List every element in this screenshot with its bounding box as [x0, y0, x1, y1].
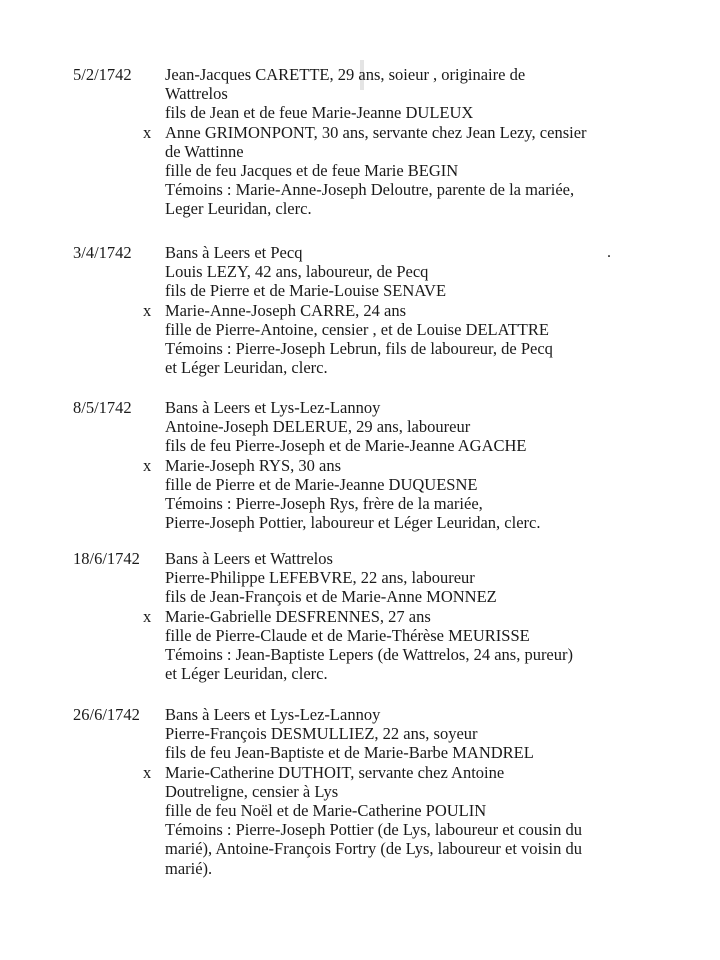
record-line	[165, 475, 685, 494]
record-line-text: Marie-Gabrielle DESFRENNES, 27 ans	[165, 606, 431, 626]
record-line-text: Témoins : Pierre-Joseph Rys, frère de la mariée,	[165, 493, 483, 513]
record-line	[143, 455, 685, 475]
record-line-text: fils de Pierre et de Marie-Louise SENAVE	[165, 281, 447, 301]
record-line	[165, 568, 685, 587]
record-text	[143, 398, 685, 533]
record-line	[165, 549, 685, 568]
record-line-text: Bans à Leers et Wattrelos	[165, 549, 333, 568]
record-line-text: fille de Pierre-Claude et de Marie-Thérèse MEURISSE	[165, 625, 530, 645]
record-line	[165, 199, 685, 218]
record-line	[165, 417, 685, 436]
stray-dot: .	[607, 244, 611, 261]
record-line-text: Témoins : Pierre-Joseph Pottier (de Lys, laboureur et cousin du	[165, 820, 582, 840]
record-line-text: fille de feu Jacques et de feue Marie BEGIN	[165, 160, 459, 180]
record-line-text: Pierre-François DESMULLIEZ, 22 ans, soyeur	[165, 724, 478, 744]
record-line-text: Antoine-Joseph DELERUE, 29 ans, laboureur	[165, 417, 471, 437]
record-text	[143, 705, 685, 878]
marriage-mark: x	[143, 762, 152, 782]
record-text	[143, 65, 685, 219]
record-line	[143, 300, 685, 320]
record-line	[165, 743, 685, 762]
record-date: 5/2/1742	[73, 65, 132, 84]
record-line	[165, 820, 685, 839]
record-line-text: Leger Leuridan, clerc.	[165, 199, 312, 219]
record-line-text: Marie-Catherine DUTHOIT, servante chez Antoine	[165, 762, 505, 782]
record-line	[165, 645, 685, 664]
record-line-text: fils de feu Jean-Baptiste et de Marie-Barbe MANDREL	[165, 743, 534, 763]
record-date: 26/6/1742	[73, 705, 140, 724]
record-line	[165, 626, 685, 645]
record-line-text: fille de Pierre-Antoine, censier , et de Louise DELATTRE	[165, 319, 549, 339]
record-line	[165, 243, 685, 262]
record-line	[165, 339, 685, 358]
record-text	[143, 243, 685, 378]
record-line	[143, 606, 685, 626]
record-line-text: fils de feu Pierre-Joseph et de Marie-Jeanne AGACHE	[165, 436, 527, 456]
record-line-text: Louis LEZY, 42 ans, laboureur, de Pecq	[165, 262, 429, 282]
record-line-text: Wattrelos	[165, 84, 228, 104]
record-line	[165, 494, 685, 513]
marriage-mark: x	[143, 122, 152, 142]
record-line	[165, 782, 685, 801]
marriage-mark: x	[143, 455, 152, 475]
record-line	[165, 398, 685, 417]
record-line-text: fille de Pierre et de Marie-Jeanne DUQUESNE	[165, 474, 478, 494]
record-line-text: Doutreligne, censier à Lys	[165, 781, 339, 801]
marriage-mark: x	[143, 300, 152, 320]
record-line	[165, 664, 685, 683]
record-line-text: fils de Jean-François et de Marie-Anne MONNEZ	[165, 587, 497, 607]
record-date: 8/5/1742	[73, 398, 132, 417]
record-line-text: Bans à Leers et Lys-Lez-Lannoy	[165, 398, 381, 417]
record-line	[165, 724, 685, 743]
record-line	[165, 262, 685, 281]
record-line-text: Bans à Leers et Pecq	[165, 243, 303, 262]
record-line	[165, 65, 685, 84]
record-text	[143, 549, 685, 684]
record-line	[165, 801, 685, 820]
record-line	[165, 705, 685, 724]
record-line	[165, 84, 685, 103]
record-line-text: et Léger Leuridan, clerc.	[165, 358, 328, 378]
record-line-text: Marie-Anne-Joseph CARRE, 24 ans	[165, 300, 407, 320]
record-line	[165, 587, 685, 606]
record-line-text: Bans à Leers et Lys-Lez-Lannoy	[165, 705, 381, 724]
record-line-text: et Léger Leuridan, clerc.	[165, 664, 328, 684]
record-line-text: Pierre-Philippe LEFEBVRE, 22 ans, laboureur	[165, 568, 475, 588]
record-line	[165, 859, 685, 878]
record-date: 18/6/1742	[73, 549, 140, 568]
marriage-mark: x	[143, 606, 152, 626]
record-line-text: Témoins : Marie-Anne-Joseph Deloutre, parente de la mariée,	[165, 180, 575, 200]
record-line	[143, 762, 685, 782]
record-line-text: Témoins : Pierre-Joseph Lebrun, fils de laboureur, de Pecq	[165, 338, 553, 358]
record-line-text: marié), Antoine-François Fortry (de Lys, laboureur et voisin du	[165, 839, 582, 859]
record-line	[165, 513, 685, 532]
record-line	[165, 103, 685, 122]
record-line-text: Témoins : Jean-Baptiste Lepers (de Wattrelos, 24 ans, pureur)	[165, 644, 573, 664]
record-date: 3/4/1742	[73, 243, 132, 262]
record-line	[165, 180, 685, 199]
record-line-text: Anne GRIMONPONT, 30 ans, servante chez Jean Lezy, censier	[165, 122, 587, 142]
record-line	[143, 122, 685, 142]
record-line	[165, 320, 685, 339]
record-line	[165, 839, 685, 858]
record-line	[165, 161, 685, 180]
record-line-text: fils de Jean et de feue Marie-Jeanne DULEUX	[165, 103, 474, 123]
record-line	[165, 142, 685, 161]
record-line-text: marié).	[165, 858, 213, 878]
record-line-text: Jean-Jacques CARETTE, 29 ans, soieur , originaire de	[165, 65, 526, 84]
record-line	[165, 358, 685, 377]
record-line-text: fille de feu Noël et de Marie-Catherine POULIN	[165, 800, 487, 820]
record-line-text: Marie-Joseph RYS, 30 ans	[165, 455, 341, 475]
record-line-text: de Wattinne	[165, 141, 244, 161]
record-line	[165, 281, 685, 300]
record-line-text: Pierre-Joseph Pottier, laboureur et Léger Leuridan, clerc.	[165, 513, 541, 533]
record-line	[165, 436, 685, 455]
